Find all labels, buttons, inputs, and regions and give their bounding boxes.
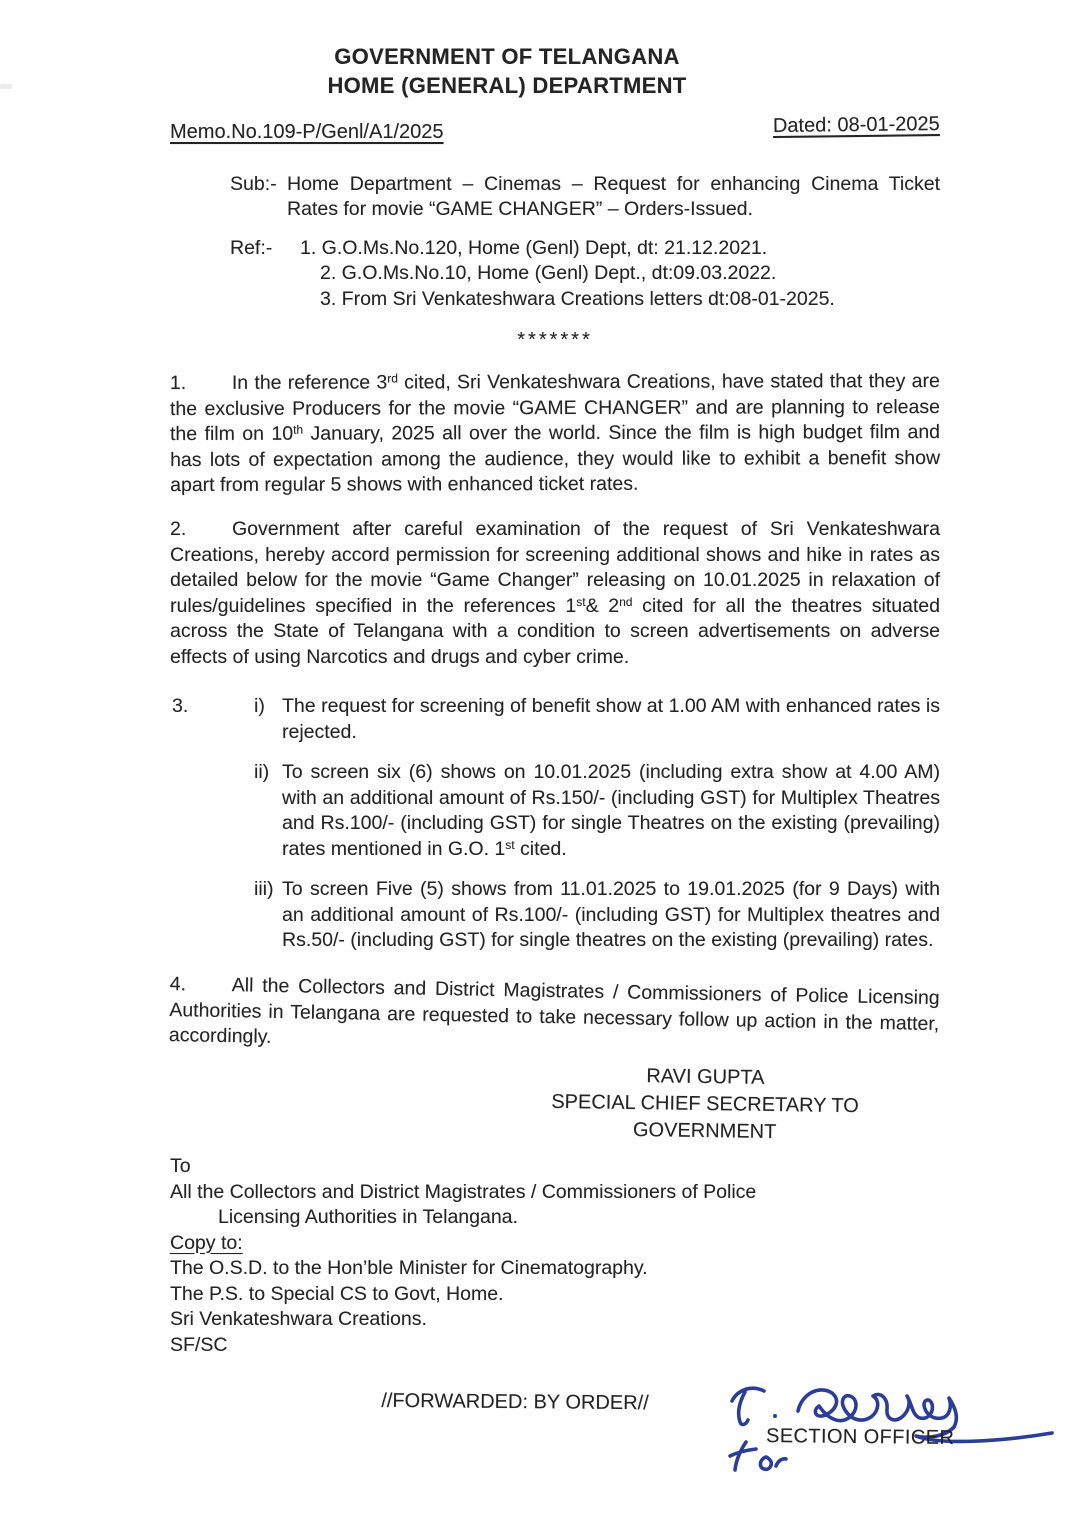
signatory-name: RAVI GUPTA <box>646 1065 765 1089</box>
document-header <box>0 0 1047 100</box>
copy-to-item: SF/SC <box>170 1333 228 1356</box>
subject-label: Sub:- <box>230 172 277 195</box>
subitem-marker: ii) <box>254 761 270 783</box>
subitem-i <box>254 694 940 745</box>
reference-item: 2. G.O.Ms.No.10, Home (Genl) Dept., dt:09.03.2022. <box>320 262 777 284</box>
copy-to-item: Sri Venkateshwara Creations. <box>170 1308 427 1330</box>
subitem-marker: i) <box>254 695 265 717</box>
paragraph-number: 3. <box>172 695 189 717</box>
addressee-block <box>170 1154 940 1358</box>
paragraph-2 <box>170 517 940 670</box>
subitem-ii <box>254 760 940 862</box>
section-officer-title: SECTION OFFICER <box>765 1425 955 1449</box>
paragraph-4 <box>169 972 940 1063</box>
paragraph-1 <box>170 368 940 498</box>
paragraph-number: 2. <box>170 518 187 540</box>
header-line1: GOVERNMENT OF TELANGANA <box>334 44 680 69</box>
memo-row <box>170 112 941 146</box>
subitem-text: The request for screening of benefit show at 1.00 AM with enhanced rates is rejected. <box>282 695 940 743</box>
paragraph-text: In the reference 3rd cited, Sri Venkateshwara Creations, have stated that they are the exclusive Producers for the movie “GAME CHANGER” and are planning to release the film on 10th January, 2025 all over the world. Since the film is high budget film and has lots of expectation among the audience, they would like to exhibit a benefit show apart from regular 5 shows with enhanced ticket rates. <box>169 369 941 496</box>
addressee-label: To <box>170 1155 191 1177</box>
memo-number: Memo.No.109-P/Genl/A1/2025 <box>170 121 444 143</box>
subitem-iii <box>254 877 940 954</box>
signatory-block <box>494 1061 915 1148</box>
signatory-designation: SPECIAL CHIEF SECRETARY TO GOVERNMENT <box>551 1090 859 1143</box>
subject-row <box>170 172 940 223</box>
forwarded-line: //FORWARDED: BY ORDER// <box>381 1389 649 1415</box>
paragraph-3 <box>170 694 940 954</box>
subject-text: Home Department – Cinemas – Request for enhancing Cinema Ticket Rates for movie “GAME CHANGER” – Orders-Issued. <box>287 172 940 220</box>
paragraph-number: 1. <box>169 371 187 394</box>
document-body <box>168 112 941 1416</box>
reference-item: 3. From Sri Venkateshwara Creations letters dt:08-01-2025. <box>320 287 835 310</box>
paragraph-text: All the Collectors and District Magistrates / Commissioners of Police Licensing Authorities in Telangana are requested to take necessary follow up action in the matter, accordingly. <box>168 973 940 1048</box>
subitem-marker: iii) <box>254 878 274 900</box>
addressee-line1: All the Collectors and District Magistrates / Commissioners of Police <box>170 1180 757 1203</box>
reference-label: Ref:- <box>230 236 273 259</box>
reference-item: 1. G.O.Ms.No.120, Home (Genl) Dept, dt: 21.12.2021. <box>300 236 768 259</box>
dated-label: Dated: 08-01-2025 <box>772 112 941 138</box>
addressee-line2: Licensing Authorities in Telangana. <box>218 1206 518 1228</box>
separator-stars: ******* <box>517 329 593 351</box>
copy-to-item: The P.S. to Special CS to Govt, Home. <box>170 1282 504 1305</box>
signature-area <box>718 1375 1068 1490</box>
subitem-text: To screen six (6) shows on 10.01.2025 (including extra show at 4.00 AM) with an additional amount of Rs.150/- (including GST) for Multiplex Theatres and Rs.100/- (including GST) for single Theatres on the existing (prevailing) rates mentioned in G.O. 1st cited. <box>282 761 940 860</box>
subitem-text: To screen Five (5) shows from 11.01.2025 to 19.01.2025 (for 9 Days) with an additional amount of Rs.100/- (including GST) for Multiplex theatres and Rs.50/- (including GST) for single theatres on the existing (prevailing) rates. <box>282 878 940 951</box>
header-line2: HOME (GENERAL) DEPARTMENT <box>327 73 687 98</box>
reference-row <box>170 236 940 313</box>
copy-to-item: The O.S.D. to the Hon’ble Minister for Cinematography. <box>170 1257 648 1279</box>
paragraph-text: Government after careful examination of the request of Sri Venkateshwara Creations, hereby accord permission for screening additional shows and hike in rates as detailed below for the movie “Game Changer” releasing on 10.01.2025 in relaxation of rules/guidelines specified in the references 1st& 2nd cited for all the theatres situated across the State of Telangana with a condition to screen advertisements on adverse effects of using Narcotics and drugs and cyber crime. <box>170 518 940 668</box>
paragraph-number: 4. <box>169 972 187 995</box>
copy-to-heading: Copy to: <box>170 1231 243 1254</box>
reference-items <box>300 236 835 313</box>
